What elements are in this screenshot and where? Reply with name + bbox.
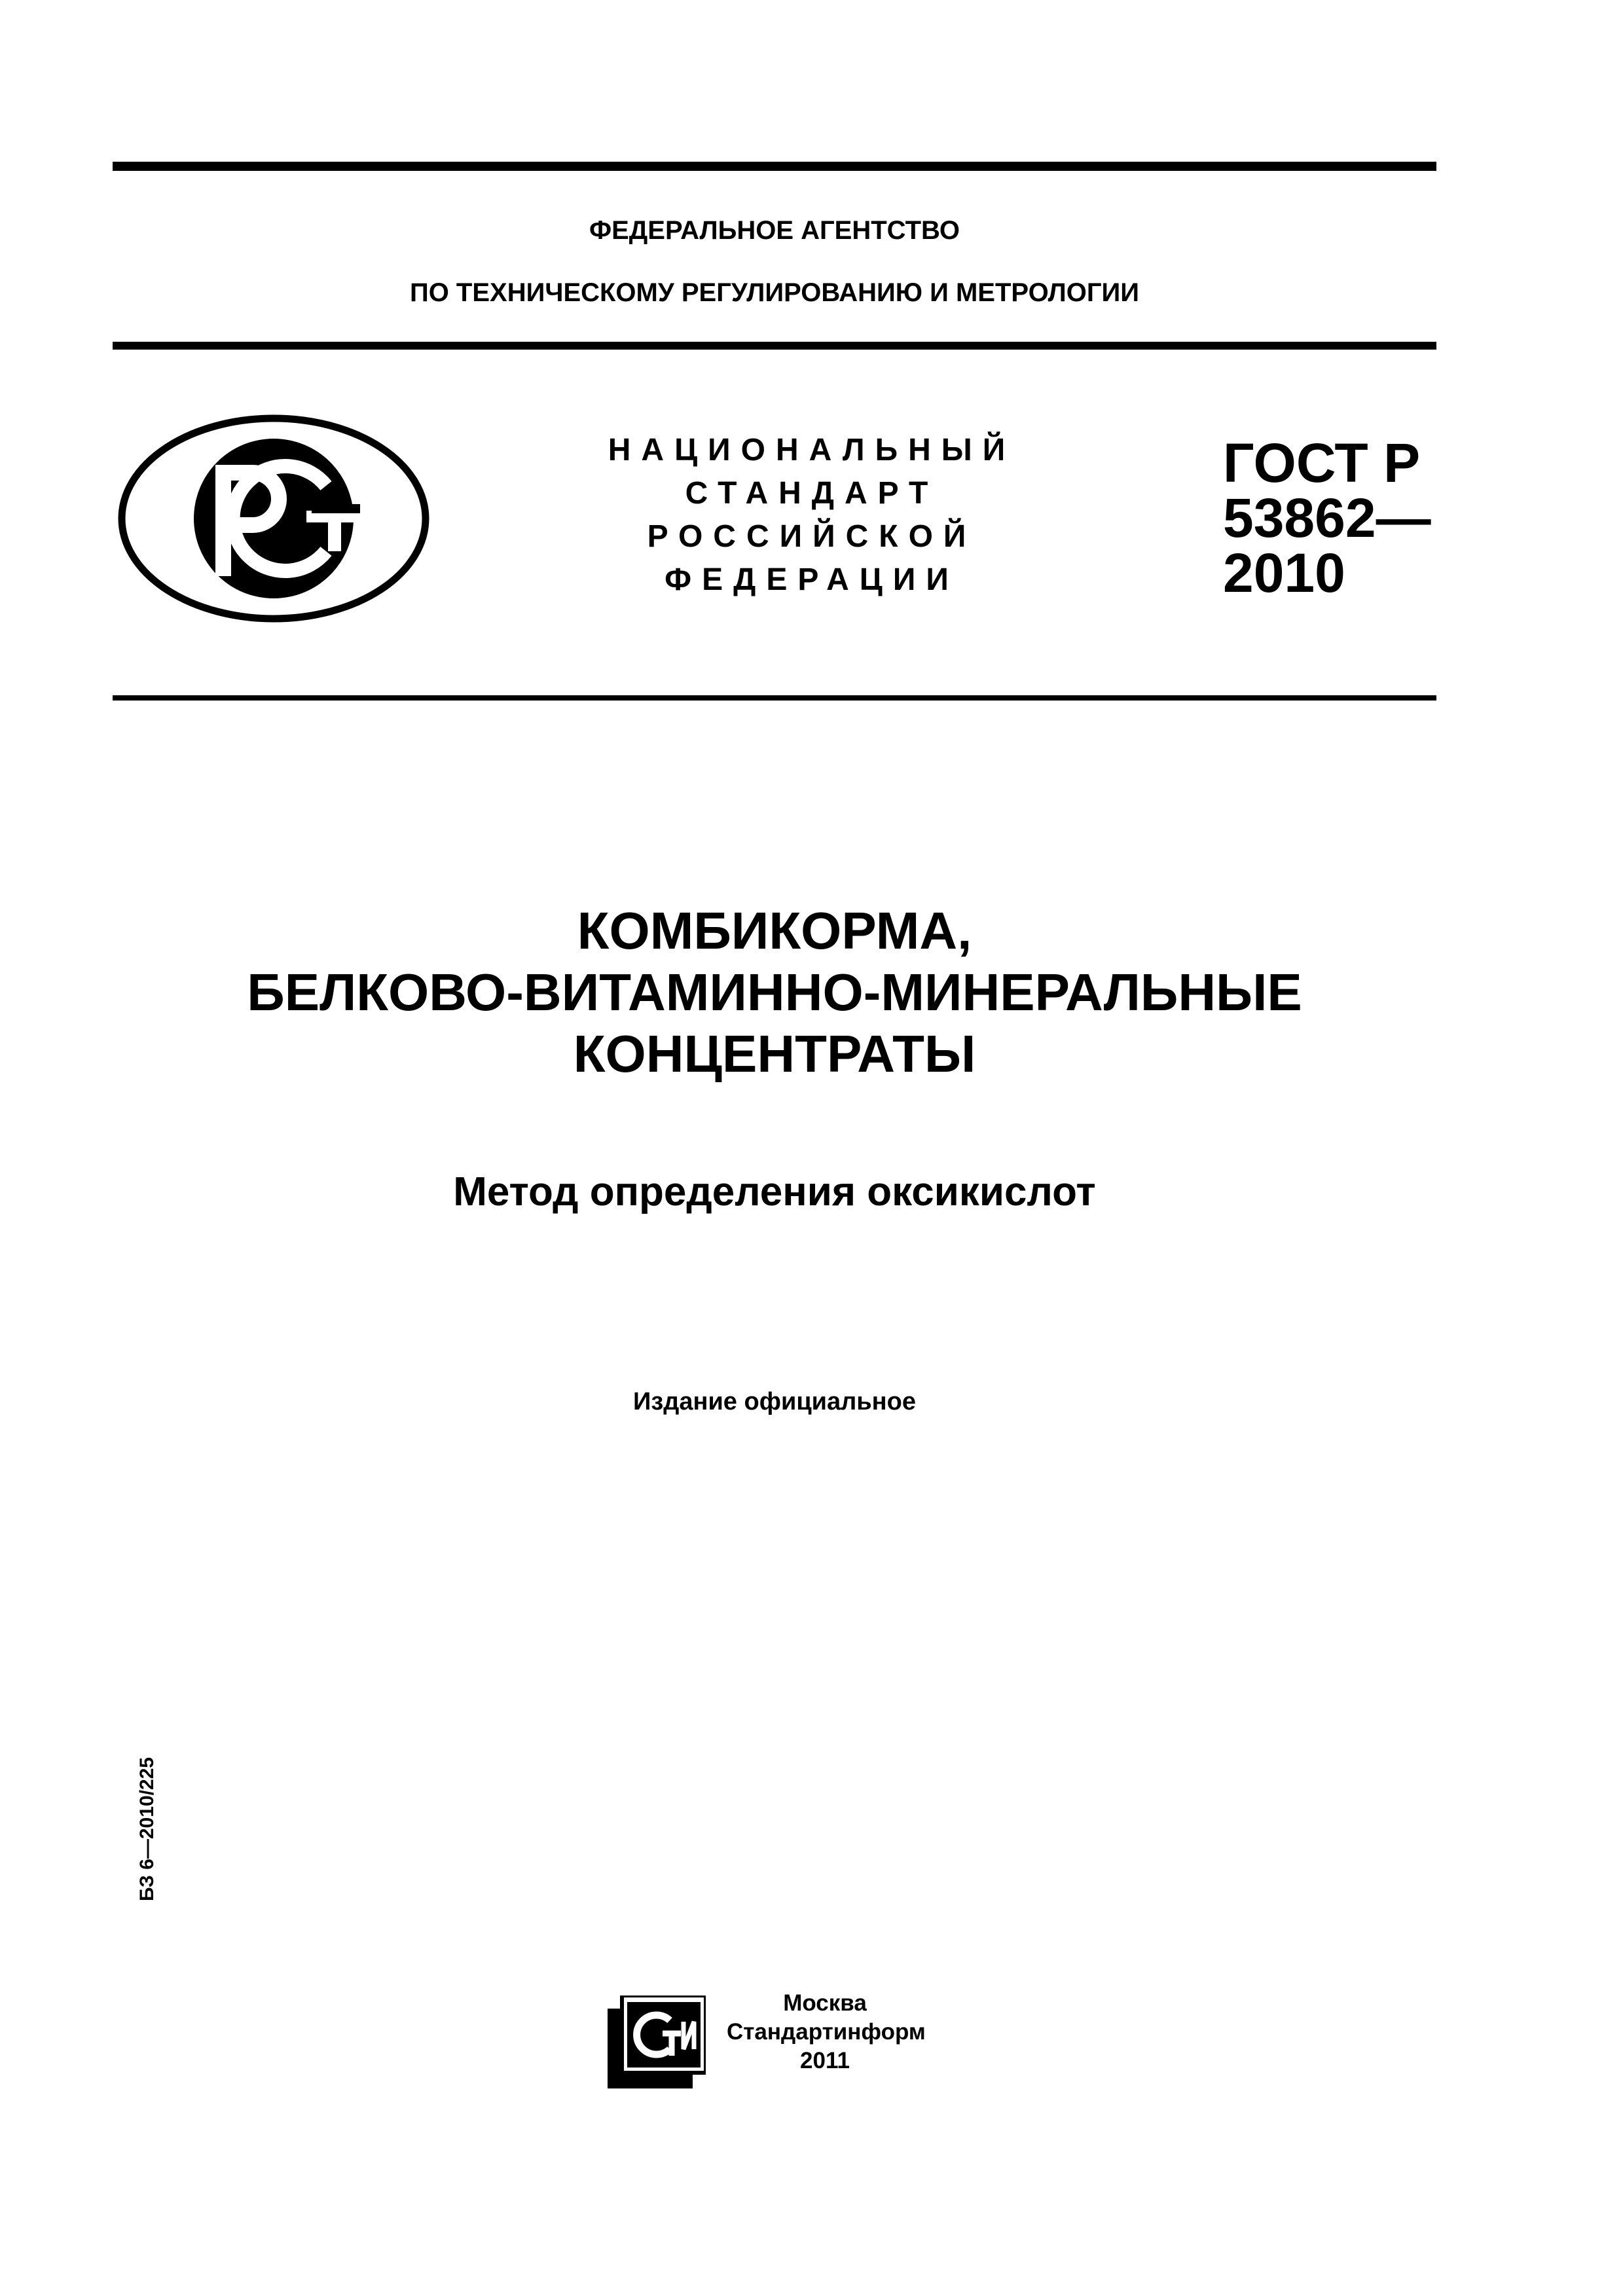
national-line: ФЕДЕРАЦИИ [665,562,959,597]
standard-code [1223,432,1439,604]
standard-code-line-3: 2010 [1223,542,1345,604]
agency-line-2: ПО ТЕХНИЧЕСКОМУ РЕГУЛИРОВАНИЮ И МЕТРОЛОГИИ [409,278,1140,307]
publisher-info [727,1989,926,2075]
national-line: СТАНДАРТ [685,476,939,511]
edition-label: Издание официальное [633,1388,916,1415]
agency-line-1: ФЕДЕРАЛЬНОЕ АГЕНТСТВО [589,216,960,245]
national-standard-label [576,429,1048,602]
document-title-line-3: КОНЦЕНТРАТЫ [573,1025,976,1083]
publisher-city: Москва [783,1990,867,2016]
header-rule [113,342,1436,350]
standartinform-logo-icon [608,1995,706,2088]
standard-code-line-1: ГОСТ Р [1223,432,1421,494]
side-code-text: БЗ 6—2010/225 [136,1757,158,1901]
publisher-year: 2011 [800,2048,850,2073]
national-line: РОССИЙСКОЙ [647,519,977,554]
national-line: НАЦИОНАЛЬНЫЙ [608,433,1016,467]
document-subtitle: Метод определения оксикислот [453,1169,1096,1214]
logo-rule [113,695,1436,701]
document-title-line-2: БЕЛКОВО-ВИТАМИННО-МИНЕРАЛЬНЫЕ [247,963,1302,1021]
publisher-name: Стандартинформ [727,2019,926,2045]
standard-code-line-2: 53862— [1223,487,1431,549]
document-title-line-1: КОМБИКОРМА, [577,902,972,960]
rst-logo-icon [115,412,432,625]
top-rule [113,162,1436,171]
